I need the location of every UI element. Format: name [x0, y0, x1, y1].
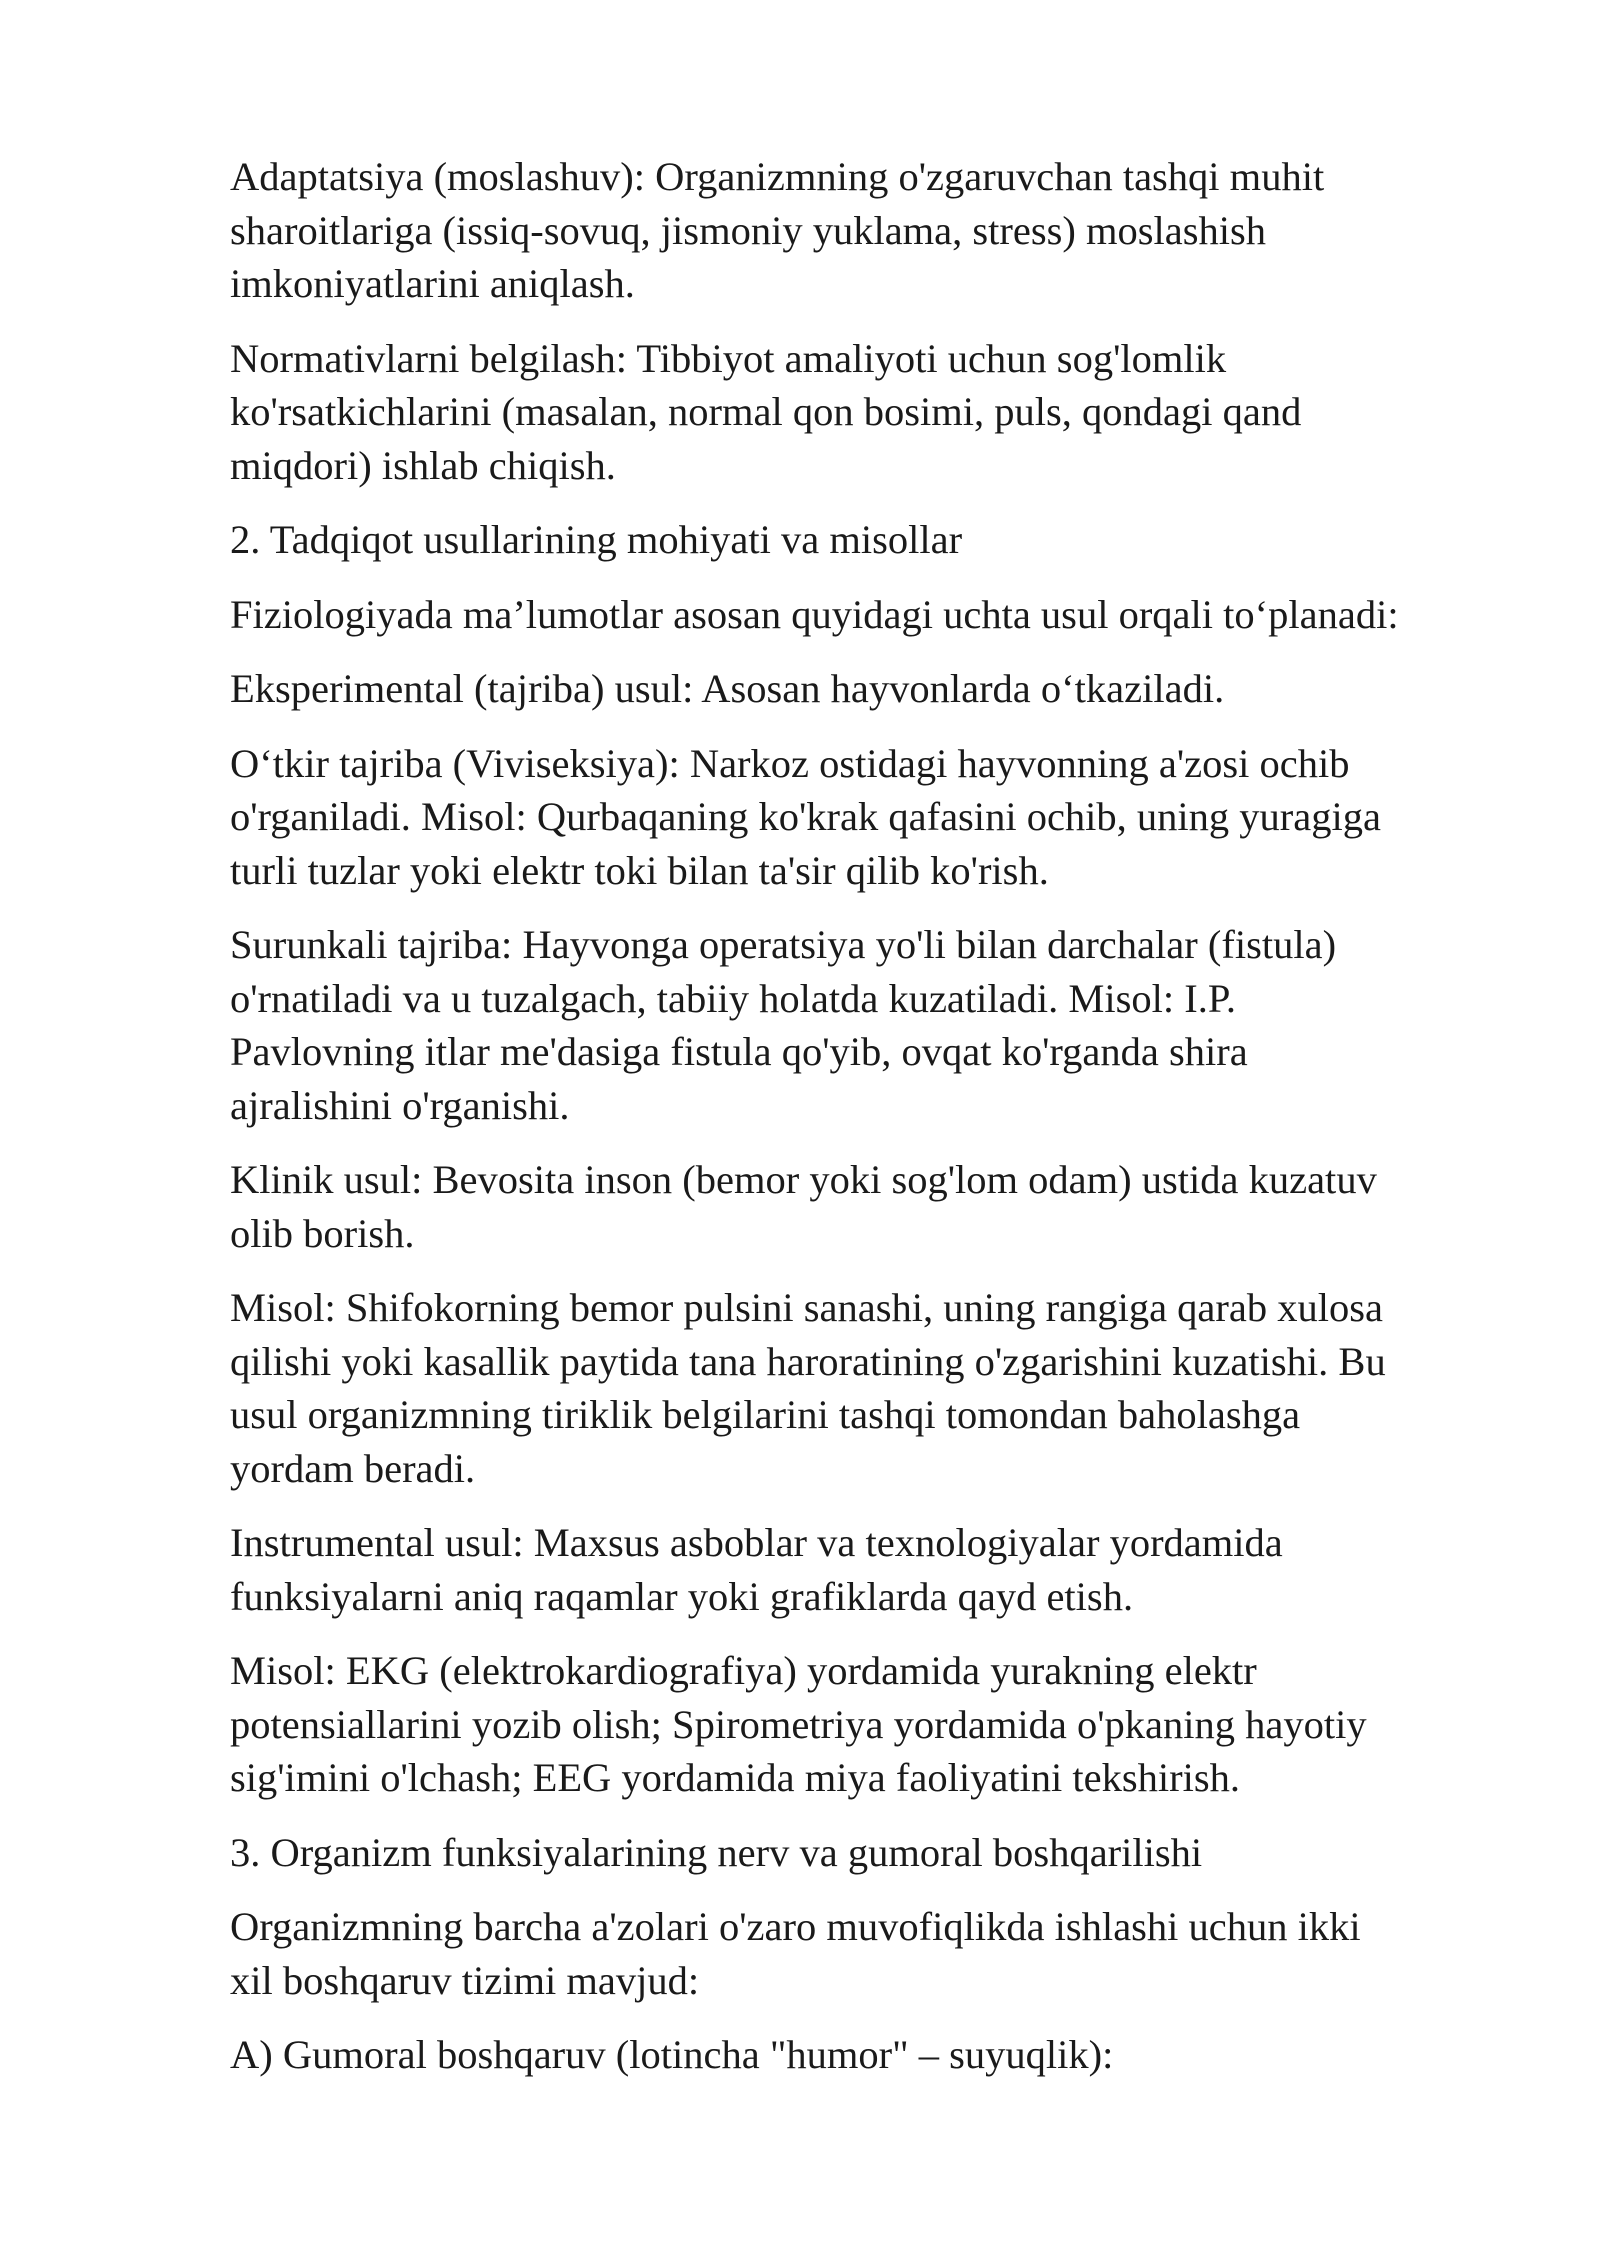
paragraph-adaptatsiya: Adaptatsiya (moslashuv): Organizmning o'zgaruvchan tashqi muhit sharoitlariga (issiq-sovuq, jismoniy yuklama, stress) moslashish imkoniyatlarini aniqlash.: [230, 154, 1325, 306]
paragraph-normativlar: Normativlarni belgilash: Tibbiyot amaliyoti uchun sog'lomlik ko'rsatkichlarini (masalan, normal qon bosimi, puls, qondagi qand miqdori) ishlab chiqish.: [230, 335, 1302, 488]
paragraph-intro-methods: Fiziologiyada ma’lumotlar asosan quyidagi uchta usul orqali to‘planadi:: [230, 591, 1399, 637]
document-body: [230, 150, 1480, 2103]
paragraph-instrumental-example: Misol: EKG (elektrokardiografiya) yordamida yurakning elektr potensiallarini yozib olish; Spirometriya yordamida o'pkaning hayotiy sig'imini o'lchash; EEG yordamida miya faoliyatini tekshirish.: [230, 1648, 1367, 1800]
paragraph-chronic-experiment: Surunkali tajriba: Hayvonga operatsiya yo'li bilan darchalar (fistula) o'rnatiladi va u tuzalgach, tabiiy holatda kuzatiladi. Misol: I.P. Pavlovning itlar me'dasiga fistula qo'yib, ovqat ko'rganda shira ajralishini o'rganishi.: [230, 922, 1337, 1128]
paragraph-experimental: Eksperimental (tajriba) usul: Asosan hayvonlarda o‘tkaziladi.: [230, 666, 1225, 711]
paragraph-acute-experiment: O‘tkir tajriba (Viviseksiya): Narkoz ostidagi hayvonning a'zosi ochib o'rganiladi. Misol: Qurbaqaning ko'krak qafasini ochib, uning yuragiga turli tuzlar yoki elektr toki bilan ta'sir qilib ko'rish.: [230, 740, 1381, 893]
paragraph-humoral: A) Gumoral boshqaruv (lotincha "humor" – suyuqlik):: [230, 2032, 1114, 2077]
paragraph-clinical-example: Misol: Shifokorning bemor pulsini sanashi, uning rangiga qarab xulosa qilishi yoki kasallik paytida tana haroratining o'zgarishini kuzatishi. Bu usul organizmning tiriklik belgilarini tashqi tomondan baholashga yordam beradi.: [230, 1285, 1386, 1491]
section-heading-2: 2. Tadqiqot usullarining mohiyati va misollar: [230, 517, 963, 562]
paragraph-regulation-intro: Organizmning barcha a'zolari o'zaro muvofiqlikda ishlashi uchun ikki xil boshqaruv tizimi mavjud:: [230, 1904, 1361, 2003]
section-heading-3: 3. Organizm funksiyalarining nerv va gumoral boshqarilishi: [230, 1829, 1203, 1875]
paragraph-clinical: Klinik usul: Bevosita inson (bemor yoki sog'lom odam) ustida kuzatuv olib borish.: [230, 1157, 1377, 1256]
paragraph-instrumental: Instrumental usul: Maxsus asboblar va texnologiyalar yordamida funksiyalarni aniq raqamlar yoki grafiklarda qayd etish.: [230, 1520, 1283, 1619]
